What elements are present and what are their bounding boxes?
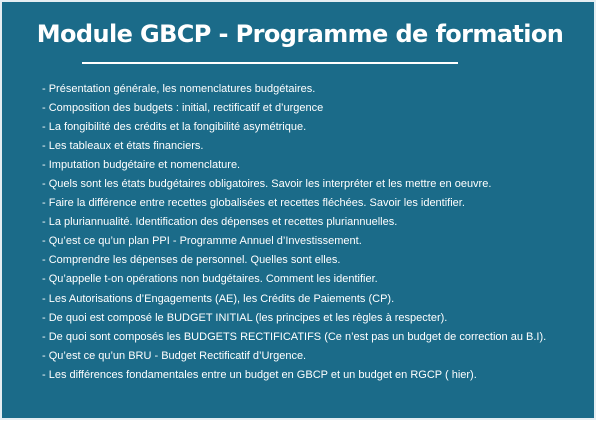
- list-item: - Qu’est ce qu’un BRU - Budget Rectificatif d’Urgence.: [42, 349, 307, 362]
- list-item: - Imputation budgétaire et nomenclature.: [42, 159, 241, 172]
- list-item: - Qu’est ce qu’un plan PPI - Programme Annuel d’Investissement.: [42, 235, 362, 248]
- page-title: Module GBCP - Programme de formation: [36, 20, 564, 48]
- program-list: [42, 80, 546, 385]
- list-item: - Qu’appelle t-on opérations non budgétaires. Comment les identifier.: [42, 273, 378, 286]
- list-item: - Présentation générale, les nomenclatures budgétaires.: [42, 83, 316, 95]
- list-item: - Les Autorisations d’Engagements (AE), les Crédits de Paiements (CP).: [42, 292, 395, 305]
- list-item: - Les tableaux et états financiers.: [42, 140, 204, 153]
- list-item: - Faire la différence entre recettes globalisées et recettes fléchées. Savoir les identifier.: [42, 197, 465, 210]
- list-item: - La fongibilité des crédits et la fongibilité asymétrique.: [42, 121, 307, 134]
- title-divider: [82, 62, 458, 64]
- list-item: - De quoi sont composés les BUDGETS RECTIFICATIFS (Ce n’est pas un budget de correction au B.I).: [42, 330, 547, 343]
- list-item: - Quels sont les états budgétaires obligatoires. Savoir les interpréter et les mettre en oeuvre.: [42, 178, 492, 191]
- list-item: - Composition des budgets : initial, rectificatif et d’urgence: [42, 102, 324, 115]
- list-item: - De quoi est composé le BUDGET INITIAL (les principes et les règles à respecter).: [42, 311, 448, 324]
- list-item: - La pluriannualité. Identification des dépenses et recettes pluriannuelles.: [42, 216, 398, 229]
- list-item: - Les différences fondamentales entre un budget en GBCP et un budget en RGCP ( hier).: [42, 368, 477, 381]
- list-item: - Comprendre les dépenses de personnel. Quelles sont elles.: [42, 254, 341, 267]
